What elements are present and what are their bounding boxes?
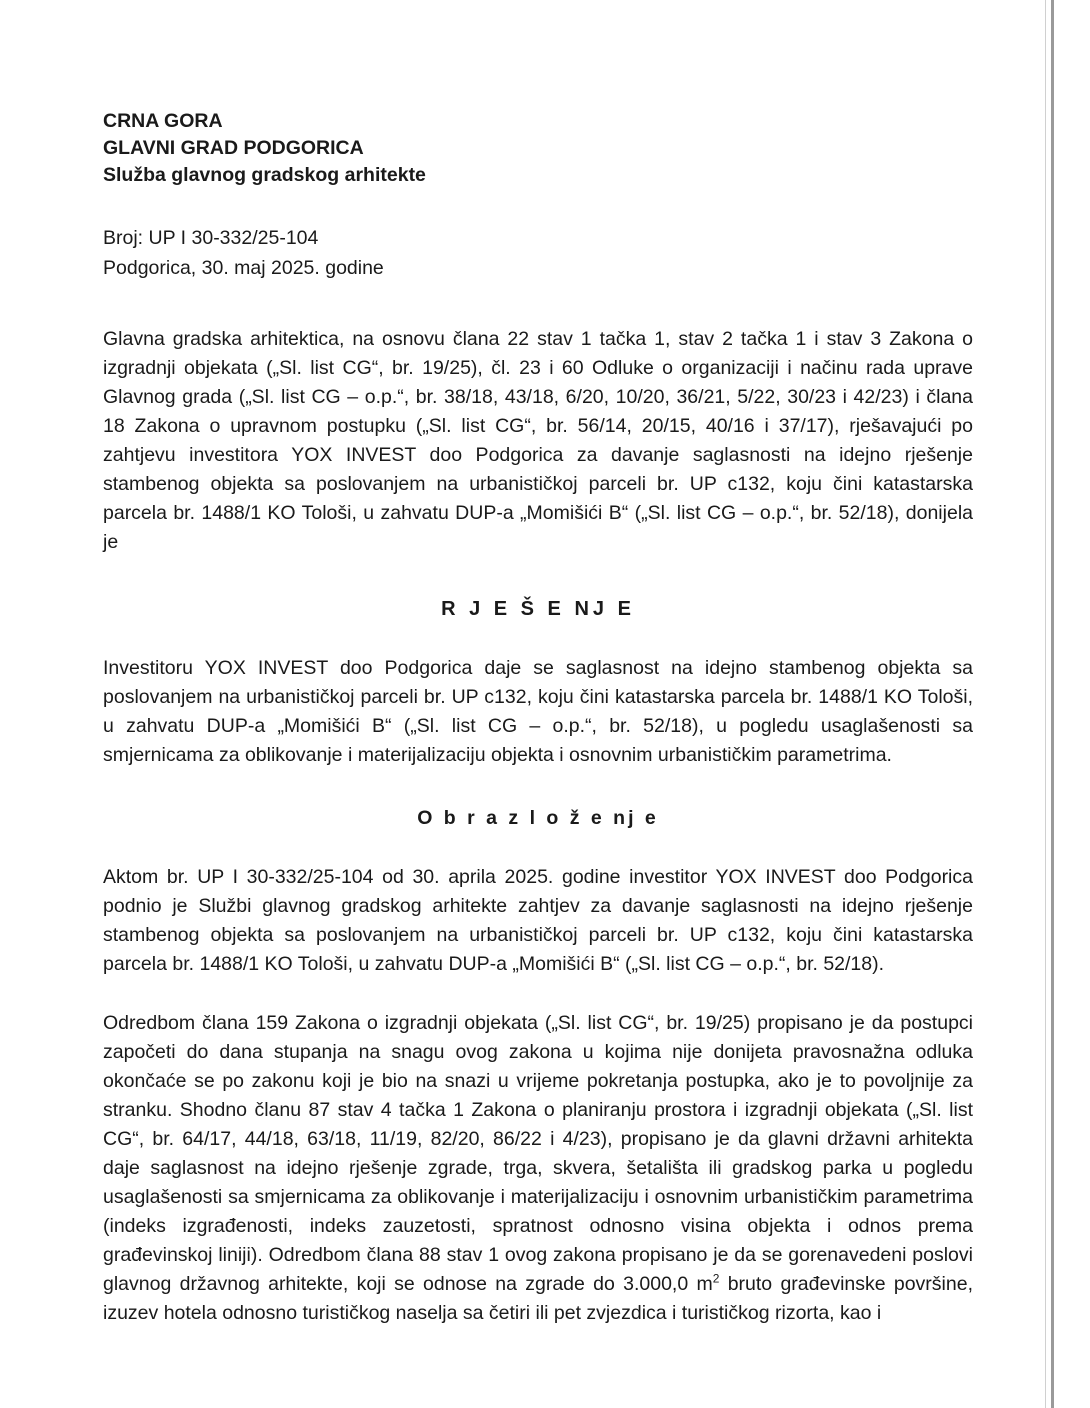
document-date: Podgorica, 30. maj 2025. godine [103,257,384,279]
header-country: CRNA GORA [103,110,223,132]
reasoning-paragraph-1: Aktom br. UP I 30-332/25-104 od 30. aprila 2025. godine investitor YOX INVEST doo Podgorica podnio je Službi glavnog gradskog arhitekte zahtjev za davanje saglasnosti na idejno rješenje stambenog objekta sa poslovanjem na urbanističkoj parceli br. UP c132, koju čini katastarska parcela br. 1488/1 KO Tološi, u zahvatu DUP-a „Momišići B“ („Sl. list CG – o.p.“, br. 52/18). [103,866,973,975]
intro-paragraph: Glavna gradska arhitektica, na osnovu člana 22 stav 1 tačka 1, stav 2 tačka 1 i stav 3 Zakona o izgradnji objekata („Sl. list CG“, br. 19/25), čl. 23 i 60 Odluke o organizaciji i načinu rada uprave Glavnog grada („Sl. list CG – o.p.“, br. 38/18, 43/18, 6/20, 10/20, 36/21, 5/22, 30/23 i 42/23) i člana 18 Zakona o upravnom postupku („Sl. list CG“, br. 56/14, 20/15, 40/16 i 37/17), rješavajući po zahtjevu investitora YOX INVEST doo Podgorica za davanje saglasnosti na idejno rješenje stambenog objekta sa poslovanjem na urbanističkoj parceli br. UP c132, koju čini katastarska parcela br. 1488/1 KO Tološi, u zahvatu DUP-a „Momišići B“ („Sl. list CG – o.p.“, br. 52/18), donijela je [103,328,973,553]
scan-edge [1051,0,1054,1408]
reasoning-title: O b r a z l o ž e nj e [417,807,659,829]
document-page [103,108,973,1328]
decision-paragraph: Investitoru YOX INVEST doo Podgorica daje se saglasnost na idejno stambenog objekta sa poslovanjem na urbanističkoj parceli br. UP c132, koju čini katastarska parcela br. 1488/1 KO Tološi, u zahvatu DUP-a „Momišići B“ („Sl. list CG – o.p.“, br. 52/18), u pogledu usaglašenosti sa smjernicama za oblikovanje i materijalizaciju objekta i osnovnim urbanističkim parametrima. [103,657,973,766]
superscript-2: 2 [712,1271,720,1286]
reasoning-paragraph-2 [103,1009,973,1328]
header-city: GLAVNI GRAD PODGORICA [103,137,364,159]
header-office: Služba glavnog gradskog arhitekte [103,164,426,186]
decision-title: R J E Š E NJ E [441,598,635,620]
reference-number: Broj: UP I 30-332/25-104 [103,227,319,249]
document-meta [103,223,973,283]
document-header [103,108,973,189]
reasoning-2-part-a: Odredbom člana 159 Zakona o izgradnji objekata („Sl. list CG“, br. 19/25) propisano je da postupci započeti do dana stupanja na snagu ovog zakona u kojima nije donijeta pravosnažna odluka okončaće se po zakonu koji je bio na snazi u vrijeme pokretanja postupka, ako je to povoljnije za stranku. Shodno članu 87 stav 4 tačka 1 Zakona o planiranju prostora i izgradnji objekata („Sl. list CG“, br. 64/17, 44/18, 63/18, 11/19, 82/20, 86/22 i 4/23), propisano je da glavni državni arhitekta daje saglasnost na idejno rješenje zgrade, trga, skvera, šetališta ili gradskog parka u pogledu usaglašenosti sa smjernicama za oblikovanje i materijalizaciju i osnovnim urbanističkim parametrima (indeks izgrađenosti, indeks zauzetosti, spratnost odnosno visina objekta i odnos prema građevinskoj liniji). Odredbom člana 88 stav 1 ovog zakona propisano je da se gorenavedeni poslovi glavnog državnog arhitekte, koji se odnose na zgrade do 3.000,0 m [103,1012,973,1295]
reasoning-2-part-b: bruto građevinske površine, izuzev hotela odnosno turističkog naselja sa četiri ili pet zvjezdica i turističkog rizorta, kao i [103,1273,973,1324]
scan-edge-shadow [1045,0,1046,1408]
